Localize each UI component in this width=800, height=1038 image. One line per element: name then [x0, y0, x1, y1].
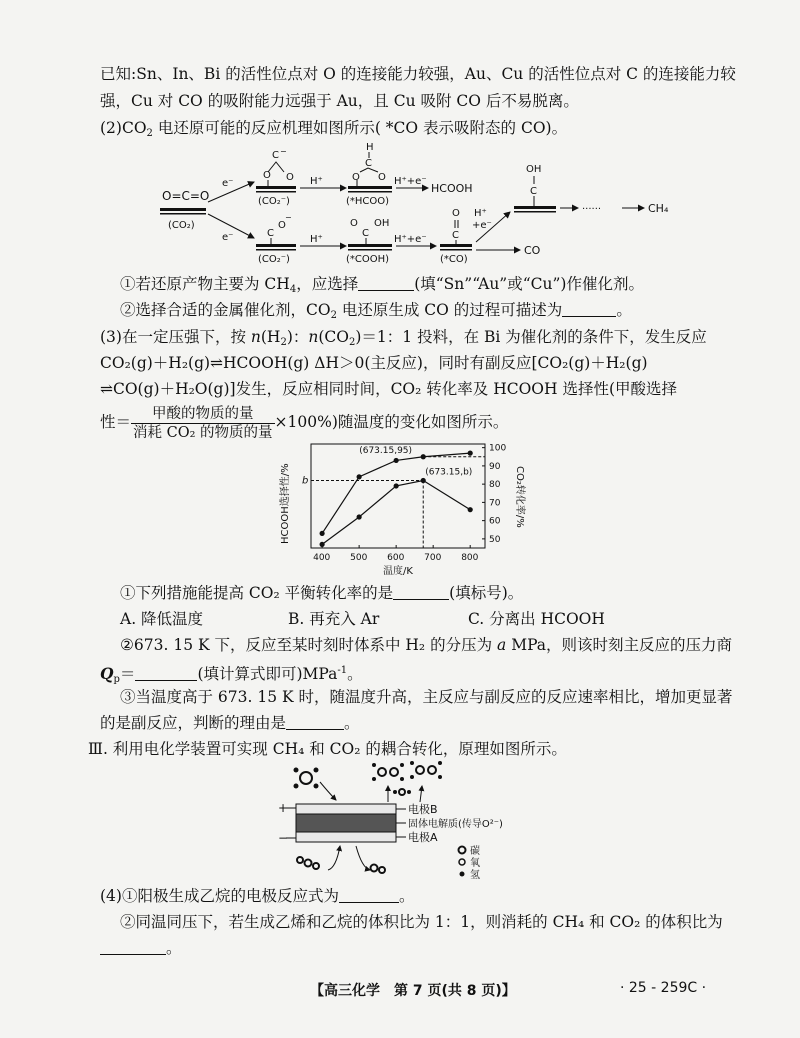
- q3-l1-g: )＝1：1 投料，在 Bi 为催化剂的条件下，发生反应: [355, 328, 707, 346]
- hplus-e-top: H⁺: [474, 208, 487, 219]
- data-point: [357, 514, 362, 519]
- q2-item-1-c: (填“Sn”“Au”或“Cu”)作催化剂。: [414, 275, 644, 293]
- option-a: A. 降低温度: [120, 610, 204, 628]
- hcooh-product: HCOOH: [431, 182, 473, 195]
- oh-bottom: OH: [374, 218, 390, 229]
- y-right-tick-label: 60: [489, 516, 501, 527]
- qp-unit-exp: -1: [337, 665, 348, 676]
- qp-subscript: p: [113, 674, 120, 685]
- mechanism-diagram: [150, 140, 710, 276]
- data-point: [394, 483, 399, 488]
- part3-title: Ⅲ. 利用电化学装置可实现 CH₄ 和 CO₂ 的耦合转化，原理如图所示。: [88, 740, 567, 758]
- svg-text:C: C: [267, 228, 274, 239]
- y-right-tick-label: 80: [489, 480, 501, 491]
- x-tick-label: 700: [424, 553, 442, 563]
- data-point: [421, 454, 426, 459]
- label-co: (*CO): [440, 254, 468, 265]
- q2-stem: $(2)CO_2$ 电还原可能的反应机理如图所示( *CO 表示吸附态的 CO)。: [100, 119, 568, 139]
- q2-item-2-a: ②选择合适的金属催化剂，CO: [120, 301, 331, 319]
- hplus-label-top: H⁺: [310, 176, 323, 187]
- q3-item-1: [120, 583, 523, 603]
- e-plus-label: +e⁻: [472, 220, 492, 231]
- minus-sign: −: [278, 831, 289, 845]
- known-line-2: 强，Cu 对 CO 的吸附能力远强于 Au，且 Cu 吸附 CO 后不易脱离。: [100, 92, 579, 110]
- data-point: [320, 531, 325, 536]
- answer-blank[interactable]: [100, 940, 166, 955]
- answer-blank[interactable]: [339, 888, 399, 903]
- svg-text:H: H: [366, 142, 374, 153]
- electrode-a: [296, 832, 396, 842]
- svg-text:O: O: [286, 172, 294, 183]
- q4-item-2-cont: [100, 938, 182, 958]
- q3-l1-d: )：: [286, 328, 309, 346]
- electrode-a-label: 电极A: [408, 831, 438, 844]
- q3-item-2-a: ②673. 15 K 下，反应至某时刻时体系中 H₂ 的分压为: [120, 636, 498, 654]
- q3-options: [120, 609, 605, 629]
- y-right-label: CO₂转化率/%: [514, 466, 525, 528]
- known-line-1: 已知:Sn、In、Bi 的活性位点对 O 的连接能力较强，Au、Cu 的活性位点对 C 的连接能力较: [100, 65, 736, 83]
- hpe-label-bottom: H⁺+e⁻: [394, 234, 427, 245]
- svg-text:C: C: [452, 230, 459, 241]
- temperature-chart: [275, 440, 535, 580]
- q3-item-3b-text: 的是副反应，判断的理由是: [100, 714, 287, 732]
- e-label-top: e⁻: [222, 178, 234, 189]
- qp-symbol: Q: [100, 664, 114, 683]
- label-co2-minus: (CO₂⁻): [258, 196, 290, 207]
- fraction-denominator: 消耗 CO₂ 的物质的量: [133, 424, 273, 441]
- q4-item-2-end: 。: [166, 939, 182, 957]
- q3-l1-a: (3)在一定压强下，按: [100, 328, 251, 346]
- fraction-numerator: 甲酸的物质的量: [131, 405, 275, 424]
- y-left-label: HCOOH选择性/%: [280, 463, 291, 544]
- option-c: C. 分离出 HCOOH: [468, 610, 605, 628]
- answer-blank[interactable]: [135, 666, 197, 681]
- x-tick-label: 500: [350, 553, 368, 563]
- co-molecule-out: [371, 865, 386, 874]
- svg-text:O: O: [352, 172, 360, 183]
- label-cooh: (*COOH): [346, 254, 390, 265]
- svg-text:O: O: [263, 170, 271, 181]
- e-label-bottom: e⁻: [222, 232, 234, 243]
- q3-item-1-end: (填标号)。: [449, 584, 524, 602]
- q3-item-3a: ③当温度高于 673. 15 K 时，随温度升高，主反应与副反应的反应速率相比，增加更显著: [120, 688, 733, 706]
- page-footer: 【高三化学 第 7 页(共 8 页)】: [310, 983, 516, 999]
- svg-text:C: C: [272, 150, 279, 161]
- q2-stem-a: (2)CO: [100, 119, 147, 137]
- selectivity-fraction: [131, 405, 275, 442]
- q3-line-4: [100, 402, 508, 442]
- y-right-tick-label: 100: [489, 443, 507, 454]
- y-right-tick-label: 90: [489, 461, 501, 472]
- data-point: [421, 478, 426, 483]
- q4-item-1: [100, 886, 414, 906]
- qp-eq: ＝: [119, 665, 136, 683]
- svg-text:O: O: [350, 218, 358, 229]
- q3-item-2-b: MPa，则该时刻主反应的压力商: [506, 636, 733, 654]
- data-point: [357, 474, 362, 479]
- y-right-tick-label: 50: [489, 534, 501, 545]
- electrolyte-label: 固体电解质(传导O²⁻): [408, 819, 503, 830]
- product-molecules: [372, 761, 442, 795]
- y-left-tick-label: b: [302, 475, 309, 487]
- oh-top: OH: [526, 164, 542, 175]
- answer-blank[interactable]: [358, 276, 414, 291]
- x-tick-label: 400: [313, 553, 331, 563]
- plus-sign: +: [278, 801, 289, 815]
- q3-l1-n1: n: [250, 328, 261, 346]
- q4-item-2: ②同温同压下，若生成乙烯和乙烷的体积比为 1：1，则消耗的 CH₄ 和 CO₂ 的体积比为: [120, 913, 723, 931]
- qp-unit: (填计算式即可)MPa: [197, 665, 338, 683]
- answer-blank[interactable]: [286, 715, 344, 730]
- data-point: [468, 451, 473, 456]
- q2-item-1-a: ①若还原产物主要为 CH: [120, 275, 290, 293]
- data-point: [468, 507, 473, 512]
- label-co2: (CO₂): [168, 220, 195, 231]
- svg-text:−: −: [285, 213, 292, 222]
- y-right-tick-label: 70: [489, 498, 501, 509]
- hplus-label-bottom: H⁺: [310, 234, 323, 245]
- svg-text:C: C: [530, 186, 537, 197]
- data-point: [320, 542, 325, 547]
- x-tick-label: 800: [461, 553, 479, 563]
- x-tick-label: 600: [387, 553, 405, 563]
- solid-electrolyte: [296, 814, 396, 832]
- data-point: [394, 458, 399, 463]
- label-hcoo: (*HCOO): [346, 196, 390, 207]
- q3-item-2: [120, 635, 732, 655]
- q2-stem-b: 电还原可能的反应机理如图所示( *CO 表示吸附态的 CO)。: [152, 119, 568, 137]
- legend-hydrogen: 氢: [470, 870, 480, 881]
- q3-item-1-text: ①下列措施能提高 CO₂ 平衡转化率的是: [120, 584, 394, 602]
- q3-item-2-cont: [100, 661, 363, 690]
- q3-l1-c: (H: [260, 328, 281, 346]
- legend-oxygen: 氧: [470, 858, 480, 869]
- q2-item-1-b: ，应选择: [296, 275, 359, 293]
- svg-text:O: O: [452, 208, 460, 219]
- q3-l4-b: ×100%)随温度的变化如图所示。: [274, 413, 509, 431]
- q3-line-3: ⇌CO(g)＋H₂O(g)]发生，反应相同时间，CO₂ 转化率及 HCOOH 选择性(甲酸选择: [100, 380, 677, 398]
- q3-item-2-var: a: [497, 636, 507, 654]
- svg-text:C: C: [362, 228, 369, 239]
- q3-l1-f: (CO: [318, 328, 349, 346]
- co-product: CO: [524, 244, 541, 257]
- q3-line-2: CO₂(g)＋H₂(g)⇌HCOOH(g) ΔH＞0(主反应)，同时有副反应[CO₂(g)＋H₂(g): [100, 354, 648, 372]
- q4-item-1-text: (4)①阳极生成乙烷的电极反应式为: [100, 887, 339, 905]
- label-co2-minus-bottom: (CO₂⁻): [258, 254, 290, 265]
- dots: ······: [582, 204, 602, 215]
- svg-text:O: O: [378, 172, 386, 183]
- qp-end: 。: [347, 665, 363, 683]
- answer-blank[interactable]: [393, 585, 449, 600]
- q3-l4-a: 性＝: [100, 413, 132, 431]
- series-line-0: [322, 453, 473, 533]
- co2-molecule-in: [297, 857, 319, 869]
- q3-l1-n2: n: [308, 328, 319, 346]
- q2-item-2: ②选择合适的金属催化剂，$CO_2$ 电还原生成 CO 的过程可描述为 。: [120, 301, 632, 321]
- q2-item-2-b: 电还原生成 CO 的过程可描述为: [336, 301, 563, 319]
- legend-carbon: 碳: [470, 846, 480, 857]
- annotation-b: (673.15,b): [425, 467, 473, 478]
- q3-item-3b: [100, 713, 360, 733]
- ch4-molecule-in: [294, 768, 319, 789]
- x-axis-label: 温度/K: [383, 566, 413, 577]
- exam-code: · 25 - 259C ·: [620, 980, 707, 996]
- q2-item-1: ①若还原产物主要为 $CH_4$，应选择 (填“Sn”“Au”或“Cu”)作催化剂。: [120, 275, 644, 295]
- series-line-1: [322, 480, 470, 544]
- electrode-b-label: 电极B: [408, 803, 438, 816]
- electrochem-device: [270, 760, 560, 882]
- answer-blank[interactable]: [562, 302, 616, 317]
- hpe-label-top: H⁺+e⁻: [394, 176, 427, 187]
- svg-text:C: C: [365, 158, 372, 169]
- annotation-95: (673.15,95): [359, 445, 413, 456]
- q3-item-3b-end: 。: [344, 714, 360, 732]
- ch4-product: CH₄: [648, 202, 669, 215]
- svg-text:O: O: [278, 220, 286, 231]
- svg-text:−: −: [280, 147, 287, 156]
- q3-line-1: (3)在一定压强下，按 $n(H_2)$：$n(CO_2)=1$：1 投料，在 Bi 为催化剂的条件下，发生反应: [100, 328, 707, 348]
- q2-item-2-c: 。: [616, 301, 632, 319]
- co2-molecule: O=C=O: [162, 189, 210, 203]
- option-b: B. 再充入 Ar: [288, 610, 380, 628]
- q4-item-1-end: 。: [398, 887, 415, 905]
- electrode-b: [296, 804, 396, 814]
